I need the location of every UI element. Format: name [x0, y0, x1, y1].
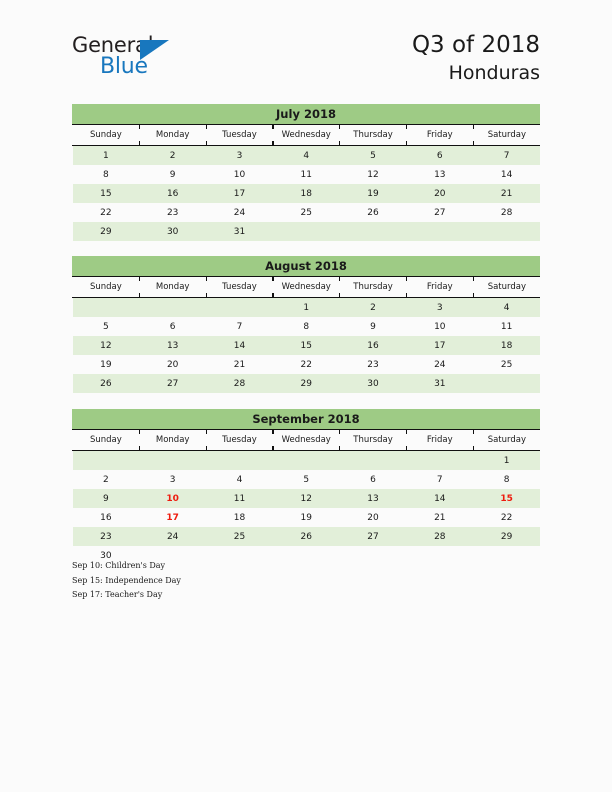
calendar-day[interactable]: 8	[273, 317, 340, 336]
column-tick-bottom	[139, 446, 140, 450]
calendar-day-empty	[273, 222, 340, 241]
calendar-day[interactable]: 28	[473, 203, 540, 222]
column-tick-bottom	[272, 293, 273, 297]
calendar-day[interactable]: 23	[340, 355, 407, 374]
month-title: September 2018	[72, 409, 540, 429]
column-tick-bottom	[139, 141, 140, 145]
calendar-week-row	[73, 489, 541, 508]
calendar-day[interactable]: 2	[340, 298, 407, 318]
calendar-day[interactable]: 16	[139, 184, 206, 203]
weekday-label: Monday	[155, 435, 190, 445]
column-tick-top	[206, 430, 207, 434]
calendar-day[interactable]: 20	[139, 355, 206, 374]
calendar-day[interactable]: 7	[473, 146, 540, 166]
weekday-header-thursday	[340, 430, 407, 451]
calendar-day[interactable]: 15	[273, 336, 340, 355]
calendar-day-empty	[139, 451, 206, 471]
calendar-day[interactable]: 4	[273, 146, 340, 166]
title-block	[412, 30, 540, 87]
column-tick-top	[406, 125, 407, 129]
calendar-day[interactable]: 16	[340, 336, 407, 355]
calendar-day[interactable]: 18	[473, 336, 540, 355]
calendar-day[interactable]: 19	[273, 508, 340, 527]
calendar-day[interactable]: 25	[473, 355, 540, 374]
calendar-day[interactable]: 5	[273, 470, 340, 489]
calendar-week-row	[73, 355, 541, 374]
weekday-label: Friday	[426, 435, 453, 445]
calendar-day-empty	[206, 298, 273, 318]
column-tick-top	[139, 277, 140, 281]
weekday-header-saturday	[473, 277, 540, 298]
calendar-day[interactable]: 6	[406, 146, 473, 166]
calendar-day[interactable]: 3	[139, 470, 206, 489]
calendar-day[interactable]: 31	[406, 374, 473, 393]
column-tick-bottom	[272, 446, 273, 450]
calendar-day-empty	[73, 298, 140, 318]
calendar-day[interactable]: 13	[340, 489, 407, 508]
weekday-label: Monday	[155, 130, 190, 140]
weekday-header-row	[73, 430, 541, 451]
calendar-day[interactable]: 8	[473, 470, 540, 489]
calendar-week-row	[73, 527, 541, 546]
calendar-day[interactable]: 18	[273, 184, 340, 203]
weekday-header-row	[73, 277, 541, 298]
calendar-day[interactable]: 22	[73, 203, 140, 222]
calendar-day[interactable]: 13	[406, 165, 473, 184]
column-tick-top	[272, 430, 273, 434]
column-tick-top	[339, 430, 340, 434]
calendar-week-row	[73, 336, 541, 355]
calendar-day[interactable]: 12	[73, 336, 140, 355]
calendar-day[interactable]: 9	[139, 165, 206, 184]
calendar-week-row	[73, 470, 541, 489]
calendar-day[interactable]: 20	[406, 184, 473, 203]
holiday-notes-list	[72, 559, 472, 603]
weekday-label: Tuesday	[222, 282, 257, 292]
calendar-day-empty	[273, 451, 340, 471]
column-tick-top	[339, 277, 340, 281]
calendar-day[interactable]: 18	[206, 508, 273, 527]
column-tick-top	[406, 277, 407, 281]
column-tick-top	[206, 125, 207, 129]
calendar-day[interactable]: 1	[273, 298, 340, 318]
calendar-day-holiday[interactable]: 17	[139, 508, 206, 527]
calendar-body	[73, 451, 541, 566]
weekday-label: Sunday	[89, 130, 122, 140]
calendar-day[interactable]: 25	[206, 527, 273, 546]
page-subtitle: Honduras	[448, 62, 540, 84]
calendar-day[interactable]: 27	[139, 374, 206, 393]
calendar-day[interactable]: 3	[206, 146, 273, 166]
weekday-label: Thursday	[353, 130, 393, 140]
calendar-day[interactable]: 19	[73, 355, 140, 374]
weekday-label: Thursday	[353, 282, 393, 292]
calendar-day[interactable]: 24	[406, 355, 473, 374]
calendar-day[interactable]: 23	[139, 203, 206, 222]
weekday-header-monday	[139, 430, 206, 451]
weekday-header-thursday	[340, 125, 407, 146]
weekday-header-saturday	[473, 125, 540, 146]
calendar-day-empty	[206, 451, 273, 471]
weekday-header-monday	[139, 125, 206, 146]
calendar-week-row	[73, 508, 541, 527]
calendar-week-row	[73, 203, 541, 222]
weekday-header-sunday	[73, 277, 140, 298]
weekday-header-wednesday	[273, 430, 340, 451]
calendar-day-empty	[473, 222, 540, 241]
column-tick-bottom	[406, 293, 407, 297]
calendar-day[interactable]: 19	[340, 184, 407, 203]
calendar-day[interactable]: 24	[206, 203, 273, 222]
calendar-week-row	[73, 298, 541, 318]
calendar-day[interactable]: 30	[73, 546, 140, 565]
calendar-day[interactable]: 20	[340, 508, 407, 527]
weekday-label: Friday	[426, 282, 453, 292]
calendar-day[interactable]: 1	[473, 451, 540, 471]
calendar-day[interactable]: 26	[73, 374, 140, 393]
weekday-label: Saturday	[487, 282, 526, 292]
calendar-day[interactable]: 16	[73, 508, 140, 527]
logo-text-blue: Blue	[100, 54, 148, 79]
column-tick-top	[272, 277, 273, 281]
column-tick-top	[139, 125, 140, 129]
calendar-day[interactable]: 3	[406, 298, 473, 318]
calendar-day[interactable]: 14	[473, 165, 540, 184]
weekday-label: Tuesday	[222, 130, 257, 140]
month-title: July 2018	[72, 104, 540, 124]
calendar-week-row	[73, 374, 541, 393]
calendar-day[interactable]: 12	[273, 489, 340, 508]
month-title: August 2018	[72, 256, 540, 276]
calendar-day[interactable]: 24	[139, 527, 206, 546]
calendar-day[interactable]: 28	[206, 374, 273, 393]
calendar-body	[73, 298, 541, 394]
weekday-label: Wednesday	[281, 282, 331, 292]
calendar-day[interactable]: 26	[273, 527, 340, 546]
calendar-day[interactable]: 30	[340, 374, 407, 393]
holiday-note: Sep 10: Children's Day	[72, 561, 166, 570]
weekday-label: Saturday	[487, 130, 526, 140]
weekday-label: Monday	[155, 282, 190, 292]
weekday-header-wednesday	[273, 125, 340, 146]
calendar-day[interactable]: 21	[406, 508, 473, 527]
weekday-label: Thursday	[353, 435, 393, 445]
calendar-day[interactable]: 14	[206, 336, 273, 355]
column-tick-bottom	[206, 141, 207, 145]
calendar-week-row	[73, 451, 541, 471]
calendar-table	[72, 276, 540, 393]
weekday-header-saturday	[473, 430, 540, 451]
column-tick-bottom	[406, 141, 407, 145]
column-tick-bottom	[473, 141, 474, 145]
calendar-day[interactable]: 22	[273, 355, 340, 374]
weekday-header-tuesday	[206, 430, 273, 451]
calendar-day[interactable]: 31	[206, 222, 273, 241]
weekday-header-thursday	[340, 277, 407, 298]
calendar-day-empty	[406, 222, 473, 241]
calendar-day[interactable]: 9	[73, 489, 140, 508]
calendar-day[interactable]: 25	[273, 203, 340, 222]
column-tick-bottom	[406, 446, 407, 450]
column-tick-top	[272, 125, 273, 129]
calendar-day[interactable]: 12	[340, 165, 407, 184]
calendar-day[interactable]: 29	[473, 527, 540, 546]
calendar-week-row	[73, 222, 541, 241]
weekday-label: Tuesday	[222, 435, 257, 445]
calendar-day-empty	[406, 451, 473, 471]
calendar-week-row	[73, 146, 541, 166]
calendar-day[interactable]: 28	[406, 527, 473, 546]
logo-text-general: General	[72, 33, 154, 57]
calendar-day[interactable]: 9	[340, 317, 407, 336]
calendar-day-empty	[73, 451, 140, 471]
calendar-week-row	[73, 317, 541, 336]
calendar-day[interactable]: 4	[473, 298, 540, 318]
weekday-header-tuesday	[206, 277, 273, 298]
calendar-day[interactable]: 27	[340, 527, 407, 546]
calendar-day-empty	[340, 222, 407, 241]
weekday-header-friday	[406, 277, 473, 298]
column-tick-top	[206, 277, 207, 281]
column-tick-bottom	[473, 293, 474, 297]
column-tick-top	[473, 125, 474, 129]
calendar-day[interactable]: 15	[73, 184, 140, 203]
calendar-day[interactable]: 11	[473, 317, 540, 336]
column-tick-bottom	[272, 141, 273, 145]
calendar-day[interactable]: 4	[206, 470, 273, 489]
calendar-day[interactable]: 11	[206, 489, 273, 508]
calendar-day-empty	[139, 298, 206, 318]
calendar-day[interactable]: 1	[73, 146, 140, 166]
calendar-day-holiday[interactable]: 15	[473, 489, 540, 508]
calendar-day-holiday[interactable]: 10	[139, 489, 206, 508]
calendar-week-row	[73, 165, 541, 184]
weekday-label: Wednesday	[281, 435, 331, 445]
calendar-day[interactable]: 7	[406, 470, 473, 489]
calendar-day[interactable]: 10	[206, 165, 273, 184]
column-tick-bottom	[339, 293, 340, 297]
calendar-day[interactable]: 27	[406, 203, 473, 222]
month-block-september	[72, 409, 540, 565]
weekday-label: Friday	[426, 130, 453, 140]
calendar-day-empty	[473, 546, 540, 565]
calendar-day[interactable]: 5	[73, 317, 140, 336]
column-tick-bottom	[139, 293, 140, 297]
column-tick-bottom	[473, 446, 474, 450]
weekday-label: Wednesday	[281, 130, 331, 140]
calendar-day[interactable]: 8	[73, 165, 140, 184]
weekday-header-sunday	[73, 430, 140, 451]
holiday-note: Sep 17: Teacher's Day	[72, 590, 163, 599]
general-blue-logo	[72, 33, 272, 81]
calendar-day[interactable]: 2	[73, 470, 140, 489]
calendar-body	[73, 146, 541, 242]
column-tick-top	[473, 277, 474, 281]
weekday-header-friday	[406, 125, 473, 146]
calendar-day[interactable]: 17	[406, 336, 473, 355]
month-block-july	[72, 104, 540, 241]
weekday-header-friday	[406, 430, 473, 451]
calendar-day[interactable]: 22	[473, 508, 540, 527]
calendar-day[interactable]: 6	[340, 470, 407, 489]
weekday-header-sunday	[73, 125, 140, 146]
calendar-day[interactable]: 7	[206, 317, 273, 336]
calendar-day[interactable]: 13	[139, 336, 206, 355]
weekday-label: Sunday	[89, 435, 122, 445]
calendar-day-empty	[473, 374, 540, 393]
calendar-day[interactable]: 26	[340, 203, 407, 222]
holiday-note: Sep 15: Independence Day	[72, 575, 181, 585]
calendar-table	[72, 429, 540, 565]
calendar-day[interactable]: 5	[340, 146, 407, 166]
column-tick-top	[339, 125, 340, 129]
calendar-week-row	[73, 184, 541, 203]
calendar-day[interactable]: 29	[273, 374, 340, 393]
weekday-label: Saturday	[487, 435, 526, 445]
column-tick-bottom	[339, 446, 340, 450]
calendar-day[interactable]: 2	[139, 146, 206, 166]
calendar-table	[72, 124, 540, 241]
weekday-header-monday	[139, 277, 206, 298]
month-block-august	[72, 256, 540, 393]
calendar-day[interactable]: 17	[206, 184, 273, 203]
calendar-day[interactable]: 6	[139, 317, 206, 336]
calendar-day[interactable]: 23	[73, 527, 140, 546]
page-header	[0, 0, 612, 100]
calendar-day[interactable]: 21	[206, 355, 273, 374]
column-tick-top	[139, 430, 140, 434]
column-tick-top	[473, 430, 474, 434]
calendar-day[interactable]: 10	[406, 317, 473, 336]
weekday-label: Sunday	[89, 282, 122, 292]
column-tick-top	[406, 430, 407, 434]
column-tick-bottom	[339, 141, 340, 145]
calendar-day[interactable]: 14	[406, 489, 473, 508]
weekday-header-row	[73, 125, 541, 146]
calendar-day[interactable]: 29	[73, 222, 140, 241]
weekday-header-wednesday	[273, 277, 340, 298]
calendar-day-empty	[340, 451, 407, 471]
column-tick-bottom	[206, 446, 207, 450]
weekday-header-tuesday	[206, 125, 273, 146]
calendar-day[interactable]: 11	[273, 165, 340, 184]
column-tick-bottom	[206, 293, 207, 297]
page-title: Q3 of 2018	[411, 32, 540, 58]
calendar-day[interactable]: 30	[139, 222, 206, 241]
calendar-day[interactable]: 21	[473, 184, 540, 203]
